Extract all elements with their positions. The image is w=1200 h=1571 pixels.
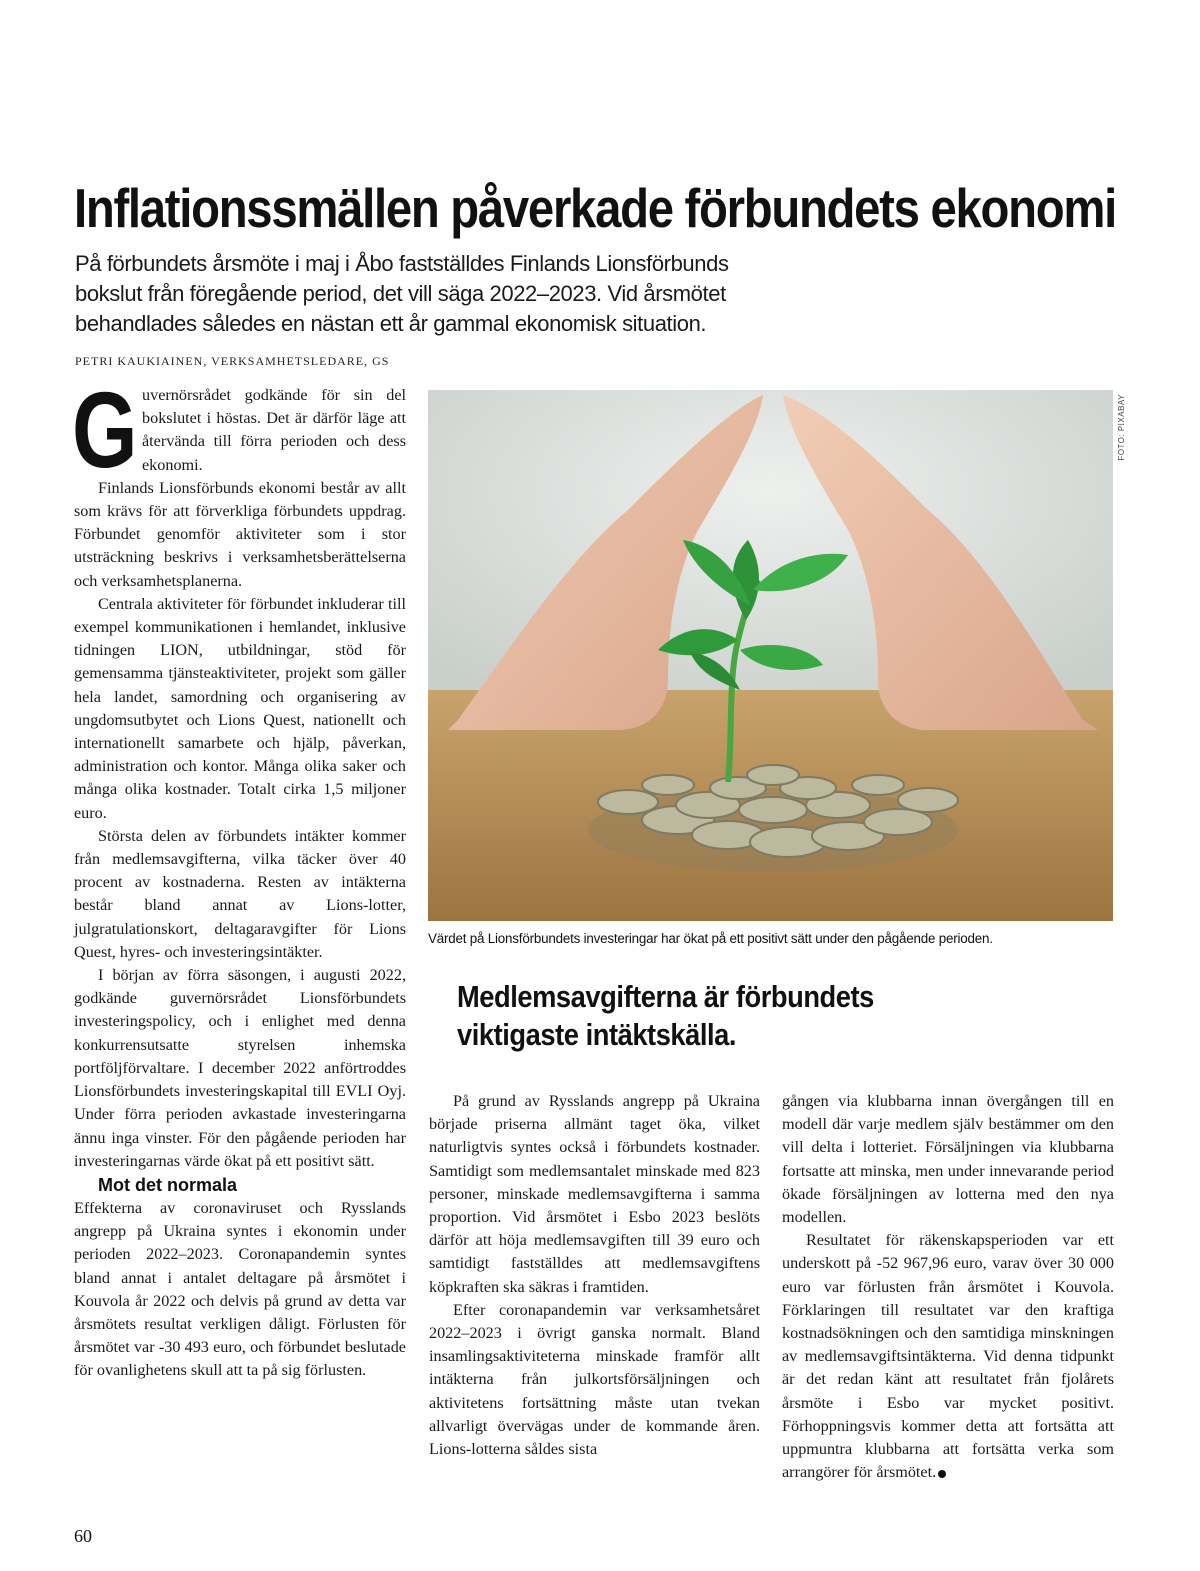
paragraph: Finlands Lionsförbunds ekonomi består av allt som krävs för att förverkliga förbundets uppdrag. Förbundet genomför aktiviteter som i stor utsträckning beskrivs i verksamhetsberättelserna och verksamhetsplanerna.: [74, 478, 406, 590]
paragraph: I början av förra säsongen, i augusti 2022, godkände guvernörsrådet Lionsförbundets investeringspolicy, och i enlighet med denna konkurrensutsatte styrelsen inhemska portföljförvaltare. I december 2022 anförtroddes Lionsförbundets investeringskapital till EVLI Oyj. Under förra perioden avkastade investeringarna ännu inga vinster. För den pågående perioden har investeringarnas värde ökat på ett positivt sätt.: [74, 966, 406, 1170]
article-headline: Inflationssmällen påverkade förbundets ekonomi: [74, 177, 1116, 239]
section-subhead: Mot det normala: [98, 1174, 238, 1195]
paragraph: På grund av Rysslands angrepp på Ukraina började priserna allmänt taget öka, vilket naturligtvis syntes också i förbundets kostnader. Samtidigt som medlemsantalet minskade med 823 personer, minskade medlemsavgifterna i samma proportion. Vid årsmötet i Esbo 2023 beslöts därför att höja medlemsavgiften till 39 euro och samtidigt fastställdes att medlemsavgiftens köpkraften ska säkras i framtiden.: [429, 1092, 760, 1296]
text-column-1: [72, 369, 406, 1383]
page-number: 60: [74, 1526, 92, 1546]
paragraph: uvernörsrådet godkände för sin del bokslutet i höstas. Det är därför läge att återvända till förra perioden och dess ekonomi.: [142, 386, 406, 474]
paragraph-text: Resultatet för räkenskapsperioden var ett underskott på -52 967,96 euro, varav över 30 000 euro var förlusten från årsmötet i Kouvola. Förklaringen till resultatet var den kraftiga kostnadsökningen och den samtidiga minskningen av medlemsavgiftsintäkterna. Vid denna tidpunkt är det redan känt att resultatet från fjolårets årsmöte i Esbo var mycket positivt. Förhoppningsvis kommer detta att fortsätta att uppmuntra klubbarna att fortsätta verka som arrangörer för årsmötet.: [782, 1231, 1114, 1482]
end-mark-icon: [938, 1470, 946, 1478]
paragraph: [782, 1229, 1114, 1484]
paragraph: Efter coronapandemin var verksamhetsåret 2022–2023 i övrigt ganska normalt. Bland insamlingsaktiviteterna minskade framför allt intäkterna från julkortsförsäljningen och aktivitetens fortsättning måste utan tvekan allvarligt övervägas under de kommande åren. Lions-lotterna såldes sista: [429, 1300, 760, 1459]
byline: PETRI KAUKIAINEN, VERKSAMHETSLEDARE, GS: [75, 354, 390, 368]
paragraph: gången via klubbarna innan övergången till en modell där varje medlem själv bestämmer om den vill delta i lotteriet. Försäljningen via klubbarna fortsatte att minska, men under innevarande period ökade försäljningen av lotterna med den nya modellen.: [782, 1092, 1114, 1227]
paragraph: Centrala aktiviteter för förbundet inkluderar till exempel kommunikationen i hemlandet, inklusive tidningen LION, utbildningar, stöd för gemensamma tjänsteaktiviteter, projekt som gäller hela landet, samordning och organisering av ungdomsutbytet och Lions Quest, nationellt och internationellt samarbete och hjälp, påverkan, administration och kontor. Många olika saker och många olika kostnader. Totalt cirka 1,5 miljoner euro.: [74, 594, 406, 822]
paragraph: Effekterna av coronaviruset och Rysslands angrepp på Ukraina syntes i ekonomin under perioden 2022–2023. Coronapandemin syntes bland annat i antalet deltagare på årsmötet i Kouvola år 2022 och delvis på grund av detta var årsmötets resultat verkligen dåligt. Förlusten för årsmötet var -30 493 euro, och förbundet beslutade för ovanlighetens skull att ta på sig förlusten.: [74, 1198, 406, 1380]
photo-illustration: [428, 390, 1113, 921]
coin-pile: [588, 765, 958, 872]
photo-caption: Värdet på Lionsförbundets investeringar har ökat på ett positivt sätt under den pågående perioden.: [428, 931, 993, 946]
drop-cap: G: [72, 369, 138, 490]
text-column-3: [782, 1090, 1114, 1484]
photo-credit: FOTO: PIXABAY: [1117, 394, 1126, 461]
text-column-2: [429, 1090, 760, 1461]
paragraph: Största delen av förbundets intäkter kommer från medlemsavgifterna, vilka täcker över 40 procent av kostnaderna. Resten av intäkterna består bland annat av Lions-lotter, julgratulationskort, deltagaravgifter för Lions Quest, hyres- och investeringsintäkter.: [74, 826, 406, 961]
photo-plant-coins: [428, 390, 1113, 921]
pull-quote: Medlemsavgifterna är förbundets viktigaste intäktskälla.: [457, 979, 874, 1052]
article-lead: På förbundets årsmöte i maj i Åbo fastställdes Finlands Lionsförbunds bokslut från föregående period, det vill säga 2022–2023. Vid årsmötet behandlades således en nästan ett år gammal ekonomisk situation.: [75, 251, 729, 336]
